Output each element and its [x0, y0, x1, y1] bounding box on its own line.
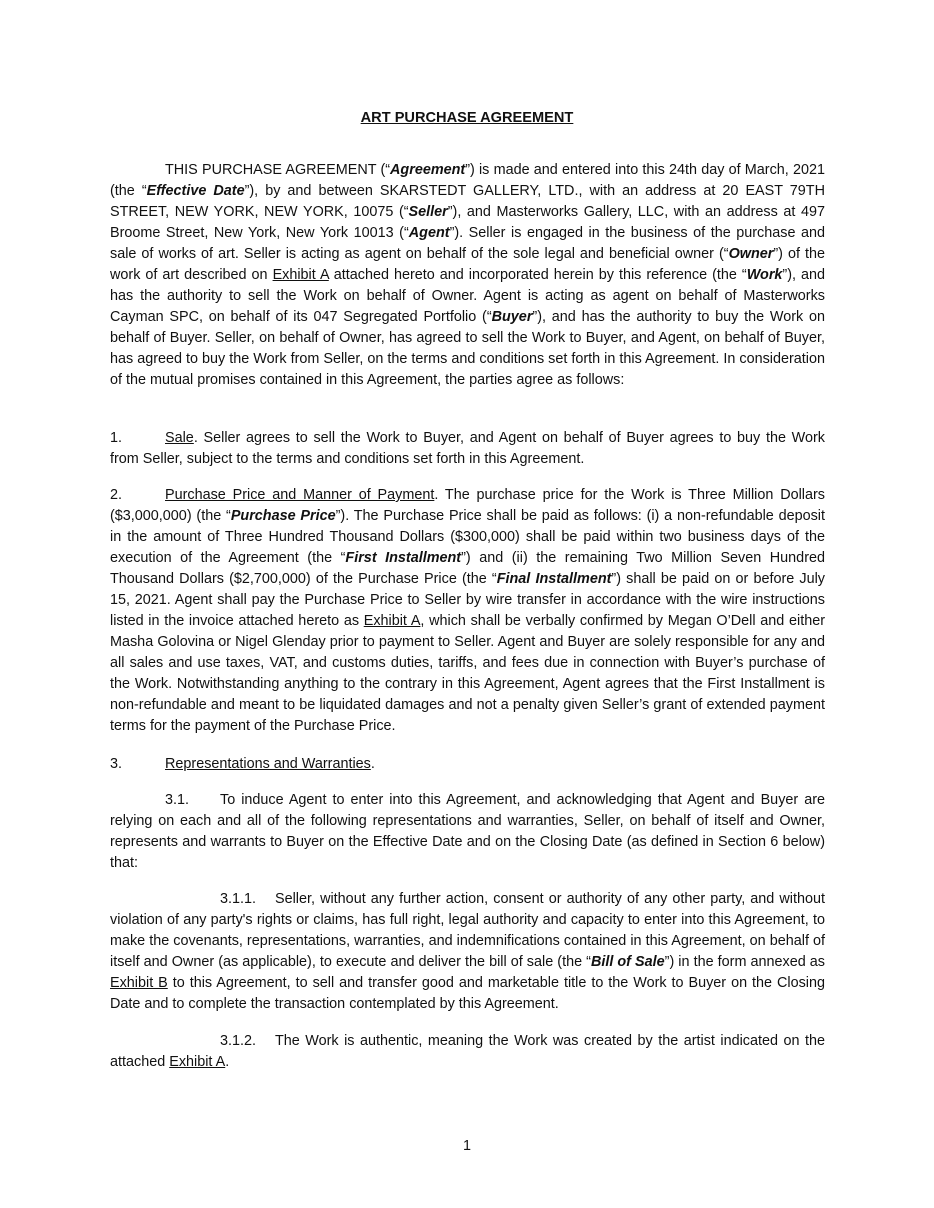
- defined-term-agent: Agent: [408, 225, 450, 241]
- section-number: 3.1.: [165, 792, 190, 808]
- defined-term-first-installment: First Installment: [345, 550, 462, 566]
- section-heading: Purchase Price and Manner of Payment: [165, 487, 435, 503]
- exhibit-a-reference: Exhibit A: [272, 267, 329, 283]
- page-number: 1: [462, 1138, 471, 1154]
- exhibit-b-reference: Exhibit B: [110, 975, 168, 991]
- defined-term-buyer: Buyer: [491, 309, 533, 325]
- defined-term-final-installment: Final Installment: [496, 571, 612, 587]
- document-title: ART PURCHASE AGREEMENT: [360, 110, 574, 126]
- section-heading: Representations and Warranties: [165, 756, 371, 772]
- section-number: 3.: [110, 756, 123, 772]
- defined-term-purchase-price: Purchase Price: [230, 508, 336, 524]
- intro-paragraph: THIS PURCHASE AGREEMENT (“Agreement”) is made and entered into this 24th day of March, 2021 (the “Effective Date”), by and between SKARSTEDT GALLERY, LTD., with an address at 20 EAST 79TH STREET, NEW YORK, NEW YORK, 10075 (“Seller”), and Masterworks Gallery, LLC, with an address at 497 Broome Street, New York, New York 10013 (“Agent”). Seller is engaged in the business of the purchase and sale of works of art. Seller is acting as agent on behalf of the sole legal and beneficial owner (“Owner”) of the work of art described on Exhibit A attached hereto and incorporated herein by this reference (the “Work”), and has the authority to sell the Work on behalf of Owner. Agent is acting as agent on behalf of Masterworks Cayman SPC, on behalf of its 047 Segregated Portfolio (“Buyer”), and has the authority to buy the Work on behalf of Buyer. Seller, on behalf of Owner, has agreed to sell the Work to Buyer, and Agent, on behalf of Buyer, has agreed to buy the Work from Seller, on the terms and conditions set forth in this Agreement. In consideration of the mutual promises contained in this Agreement, the parties agree as follows:: [110, 162, 826, 388]
- section-3-1-1: 3.1.1. Seller, without any further action, consent or authority of any other party, and without violation of any party's rights or claims, has full right, legal authority and capacity to enter into this Agreement, to make the covenants, representations, warranties, and indemnifications contained in this Agreement, on behalf of itself and Owner (as applicable), to execute and deliver the bill of sale (the “Bill of Sale”) in the form annexed as Exhibit B to this Agreement, to sell and transfer good and marketable title to the Work to Buyer on the Closing Date and to complete the transaction contemplated by this Agreement.: [110, 891, 825, 1012]
- exhibit-a-reference: Exhibit A: [169, 1054, 226, 1070]
- section-2-purchase-price: 2. Purchase Price and Manner of Payment. The purchase price for the Work is Three Million Dollars ($3,000,000) (the “Purchase Price”). The Purchase Price shall be paid as follows: (i) a non-refundable deposit in the amount of Three Hundred Thousand Dollars ($300,000) shall be paid within two business days of the execution of the Agreement (the “First Installment”) and (ii) the remaining Two Million Seven Hundred Thousand Dollars ($2,700,000) of the Purchase Price (the “Final Installment”) shall be paid on or before July 15, 2021. Agent shall pay the Purchase Price to Seller by wire transfer in accordance with the wire instructions listed in the invoice attached hereto as Exhibit A, which shall be verbally confirmed by Megan O’Dell and either Masha Golovina or Nigel Glenday prior to payment to Seller. Agent and Buyer are solely responsible for any and all sales and use taxes, VAT, and customs duties, tariffs, and fees due in connection with Buyer’s purchase of the Work. Notwithstanding anything to the contrary in this Agreement, Agent agrees that the First Installment is non-refundable and meant to be liquidated damages and not a penalty given Seller’s grant of extended payment terms for the payment of the Purchase Price.: [110, 487, 826, 734]
- defined-term-agreement: Agreement: [390, 162, 466, 178]
- section-heading: Sale: [165, 430, 194, 446]
- exhibit-a-reference: Exhibit A: [363, 613, 421, 629]
- defined-term-seller: Seller: [408, 204, 448, 220]
- defined-term-owner: Owner: [728, 246, 774, 262]
- defined-term-effective-date: Effective Date: [146, 183, 245, 199]
- defined-term-bill-of-sale: Bill of Sale: [590, 954, 665, 970]
- section-number: 3.1.1.: [220, 891, 257, 907]
- defined-term-work: Work: [746, 267, 783, 283]
- section-3-representations: 3. Representations and Warranties.: [110, 754, 825, 775]
- section-number: 3.1.2.: [220, 1033, 257, 1049]
- section-number: 2.: [110, 487, 123, 503]
- section-number: 1.: [110, 430, 123, 446]
- section-3-1: 3.1. To induce Agent to enter into this Agreement, and acknowledging that Agent and Buyer are relying on each and all of the following representations and warranties, Seller, on behalf of itself and Owner, represents and warrants to Buyer on the Effective Date and on the Closing Date (as defined in Section 6 below) that:: [110, 792, 825, 871]
- section-3-1-2: 3.1.2. The Work is authentic, meaning the Work was created by the artist indicated on the attached Exhibit A.: [110, 1033, 825, 1070]
- section-1-sale: 1. Sale. Seller agrees to sell the Work to Buyer, and Agent on behalf of Buyer agrees to buy the Work from Seller, subject to the terms and conditions set forth in this Agreement.: [110, 430, 825, 467]
